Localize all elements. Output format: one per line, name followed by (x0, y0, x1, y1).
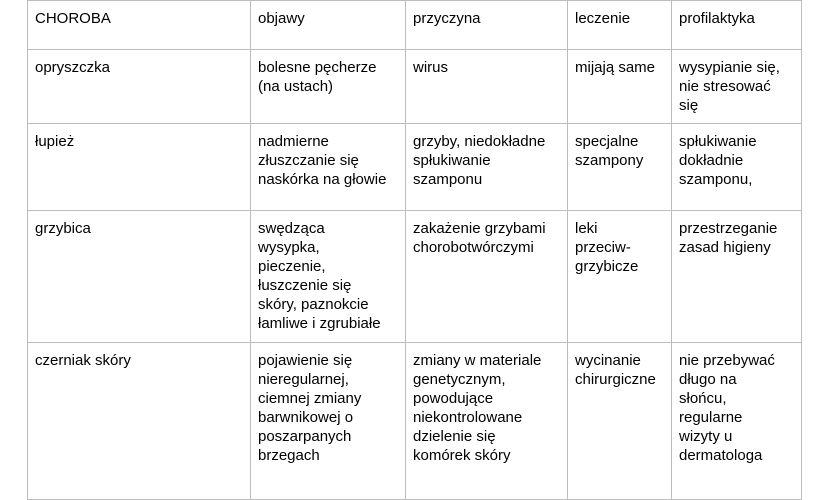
header-cell-choroba: CHOROBA (28, 1, 251, 50)
header-cell-przyczyna: przyczyna (406, 1, 568, 50)
disease-table (27, 0, 802, 500)
table-cell: wirus (406, 50, 568, 124)
table-cell: bolesne pęcherze (na ustach) (251, 50, 406, 124)
table-cell: opryszczka (28, 50, 251, 124)
table-cell: pojawienie się nieregularnej, ciemnej zmiany barwnikowej o poszarpanych brzegach (251, 343, 406, 500)
table-row (28, 343, 802, 500)
table-cell: specjalne szampony (568, 124, 672, 211)
table-cell: nie przebywać długo na słońcu, regularne wizyty u dermatologa (672, 343, 802, 500)
table-cell: mijają same (568, 50, 672, 124)
table-row (28, 50, 802, 124)
table-cell: swędząca wysypka, pieczenie, łuszczenie się skóry, paznokcie łamliwe i zgrubiałe (251, 211, 406, 343)
table-cell: zakażenie grzybami chorobotwórczymi (406, 211, 568, 343)
table-cell: zmiany w materiale genetycznym, powodujące niekontrolowane dzielenie się komórek skóry (406, 343, 568, 500)
table-row (28, 211, 802, 343)
table-cell: leki przeciw- grzybicze (568, 211, 672, 343)
table-cell: nadmierne złuszczanie się naskórka na głowie (251, 124, 406, 211)
header-cell-profilaktyka: profilaktyka (672, 1, 802, 50)
table-cell: grzyby, niedokładne spłukiwanie szamponu (406, 124, 568, 211)
table-cell: łupież (28, 124, 251, 211)
table-row (28, 124, 802, 211)
table-cell: spłukiwanie dokładnie szamponu, (672, 124, 802, 211)
table-cell: czerniak skóry (28, 343, 251, 500)
header-row (28, 1, 802, 50)
table-cell: grzybica (28, 211, 251, 343)
table-cell: wysypianie się, nie stresować się (672, 50, 802, 124)
table-cell: wycinanie chirurgiczne (568, 343, 672, 500)
header-cell-leczenie: leczenie (568, 1, 672, 50)
table-cell: przestrzeganie zasad higieny (672, 211, 802, 343)
header-cell-objawy: objawy (251, 1, 406, 50)
